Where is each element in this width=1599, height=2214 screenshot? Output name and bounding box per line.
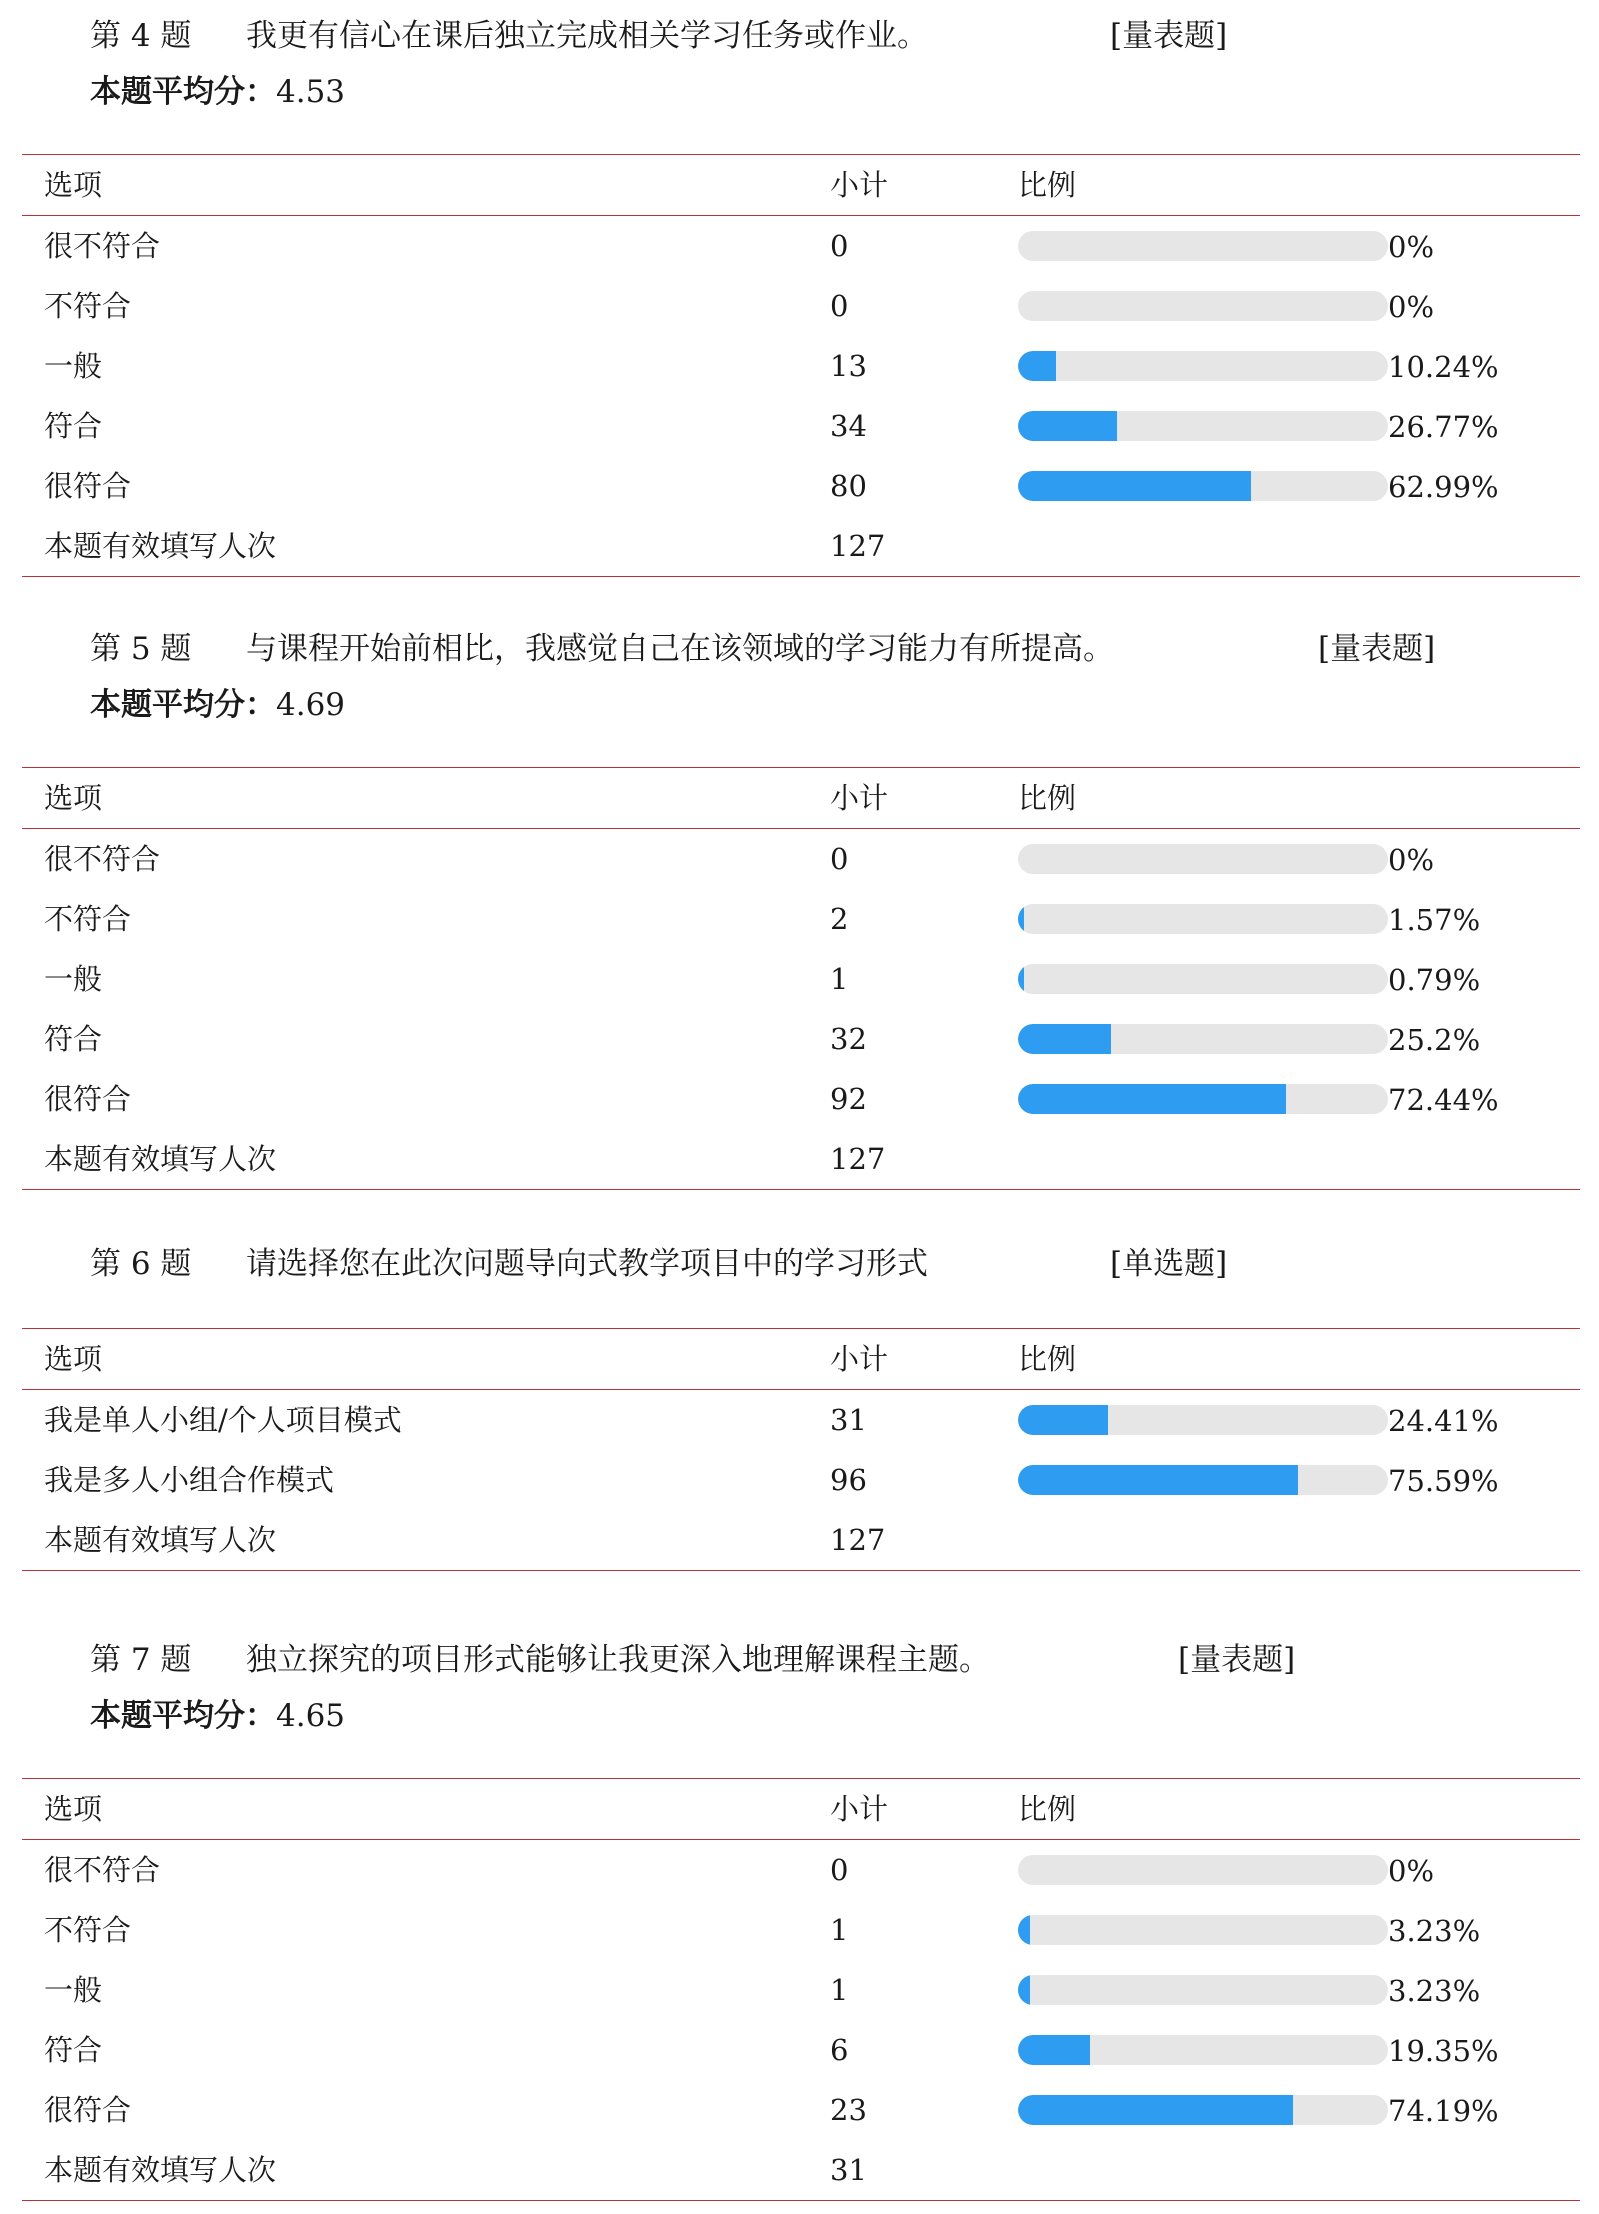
percent-bar-fill	[1018, 904, 1024, 934]
option-label: 符合	[44, 409, 103, 443]
option-count: 92	[830, 1082, 867, 1116]
table-header-row	[22, 155, 1580, 216]
total-value: 31	[830, 2153, 867, 2187]
table-row	[22, 829, 1580, 889]
percent-bar	[1018, 1465, 1388, 1495]
percent-label: 75.59%	[1388, 1464, 1499, 1498]
question-number: 第 7 题	[90, 1642, 192, 1678]
table-total-row	[22, 1510, 1580, 1570]
percent-label: 0%	[1388, 1854, 1435, 1888]
percent-label: 72.44%	[1388, 1083, 1499, 1117]
percent-bar	[1018, 411, 1388, 441]
percent-bar-fill	[1018, 1405, 1108, 1435]
percent-bar-fill	[1018, 1465, 1298, 1495]
table-row	[22, 949, 1580, 1009]
option-label: 不符合	[44, 902, 132, 936]
table-header-row	[22, 768, 1580, 829]
header-count: 小计	[830, 781, 889, 815]
total-value: 127	[830, 1142, 886, 1176]
table-row	[22, 1009, 1580, 1069]
table-row	[22, 396, 1580, 456]
question-text: 我更有信心在课后独立完成相关学习任务或作业。	[246, 18, 928, 54]
percent-label: 74.19%	[1388, 2094, 1499, 2128]
average-label: 本题平均分：	[90, 74, 276, 110]
question-text: 独立探究的项目形式能够让我更深入地理解课程主题。	[246, 1642, 990, 1678]
table-total-row	[22, 1129, 1580, 1189]
option-label: 符合	[44, 2033, 103, 2067]
header-option: 选项	[44, 1342, 103, 1376]
average-score	[90, 685, 345, 725]
option-count: 0	[830, 289, 849, 323]
question-header	[90, 1244, 1228, 1284]
table-row	[22, 336, 1580, 396]
total-label: 本题有效填写人次	[44, 529, 277, 563]
option-label: 很符合	[44, 2093, 132, 2127]
header-ratio: 比例	[1018, 168, 1077, 202]
result-table	[22, 1778, 1580, 2201]
option-label: 我是多人小组合作模式	[44, 1463, 335, 1497]
percent-bar	[1018, 844, 1388, 874]
percent-bar	[1018, 1975, 1388, 2005]
question-header	[90, 1640, 1296, 1680]
percent-bar-fill	[1018, 1024, 1111, 1054]
percent-label: 0%	[1388, 230, 1435, 264]
average-value: 4.65	[276, 1698, 346, 1734]
option-label: 符合	[44, 1022, 103, 1056]
total-value: 127	[830, 1523, 886, 1557]
option-count: 0	[830, 842, 849, 876]
percent-bar-fill	[1018, 471, 1251, 501]
option-count: 31	[830, 1403, 867, 1437]
percent-bar-fill	[1018, 1084, 1286, 1114]
percent-bar	[1018, 1915, 1388, 1945]
question-text: 请选择您在此次问题导向式教学项目中的学习形式	[246, 1246, 928, 1282]
option-label: 很不符合	[44, 229, 161, 263]
table-total-row	[22, 516, 1580, 576]
option-label: 我是单人小组/个人项目模式	[44, 1403, 402, 1437]
table-row	[22, 1069, 1580, 1129]
question-number: 第 6 题	[90, 1246, 192, 1282]
header-count: 小计	[830, 1792, 889, 1826]
table-header-row	[22, 1779, 1580, 1840]
option-count: 0	[830, 229, 849, 263]
option-label: 很符合	[44, 469, 132, 503]
percent-label: 0%	[1388, 843, 1435, 877]
percent-label: 62.99%	[1388, 470, 1499, 504]
percent-bar	[1018, 904, 1388, 934]
result-table	[22, 767, 1580, 1190]
table-row	[22, 1900, 1580, 1960]
option-count: 0	[830, 1853, 849, 1887]
average-label: 本题平均分：	[90, 687, 276, 723]
percent-bar	[1018, 471, 1388, 501]
table-row	[22, 1450, 1580, 1510]
result-table	[22, 154, 1580, 577]
percent-bar-fill	[1018, 1915, 1030, 1945]
table-total-row	[22, 2140, 1580, 2200]
percent-bar	[1018, 291, 1388, 321]
option-label: 一般	[44, 962, 103, 996]
option-label: 很不符合	[44, 1853, 161, 1887]
table-row	[22, 1390, 1580, 1450]
option-count: 6	[830, 2033, 849, 2067]
question-type: [单选题]	[1110, 1246, 1228, 1282]
question-header	[90, 629, 1436, 669]
header-count: 小计	[830, 168, 889, 202]
percent-bar	[1018, 231, 1388, 261]
total-label: 本题有效填写人次	[44, 1523, 277, 1557]
percent-bar	[1018, 2035, 1388, 2065]
percent-label: 3.23%	[1388, 1974, 1481, 2008]
percent-label: 0.79%	[1388, 963, 1481, 997]
result-table	[22, 1328, 1580, 1571]
option-count: 1	[830, 1913, 849, 1947]
table-row	[22, 1840, 1580, 1900]
percent-bar	[1018, 351, 1388, 381]
total-label: 本题有效填写人次	[44, 1142, 277, 1176]
option-label: 一般	[44, 349, 103, 383]
option-label: 不符合	[44, 289, 132, 323]
question-number: 第 5 题	[90, 631, 192, 667]
table-row	[22, 2020, 1580, 2080]
percent-bar	[1018, 1024, 1388, 1054]
table-row	[22, 276, 1580, 336]
percent-bar-fill	[1018, 1975, 1030, 2005]
percent-label: 25.2%	[1388, 1023, 1481, 1057]
option-count: 2	[830, 902, 849, 936]
average-value: 4.53	[276, 74, 346, 110]
option-count: 32	[830, 1022, 867, 1056]
option-label: 很不符合	[44, 842, 161, 876]
percent-bar-fill	[1018, 2095, 1293, 2125]
percent-bar-fill	[1018, 2035, 1090, 2065]
percent-bar	[1018, 1405, 1388, 1435]
percent-bar-fill	[1018, 351, 1056, 381]
percent-label: 26.77%	[1388, 410, 1499, 444]
total-label: 本题有效填写人次	[44, 2153, 277, 2187]
table-header-row	[22, 1329, 1580, 1390]
average-label: 本题平均分：	[90, 1698, 276, 1734]
option-count: 13	[830, 349, 867, 383]
question-type: [量表题]	[1110, 18, 1228, 54]
percent-label: 1.57%	[1388, 903, 1481, 937]
table-row	[22, 216, 1580, 276]
question-text: 与课程开始前相比，我感觉自己在该领域的学习能力有所提高。	[246, 631, 1114, 667]
percent-bar	[1018, 1855, 1388, 1885]
average-score	[90, 72, 345, 112]
option-count: 1	[830, 1973, 849, 2007]
percent-label: 3.23%	[1388, 1914, 1481, 1948]
question-header	[90, 16, 1228, 56]
option-count: 23	[830, 2093, 867, 2127]
header-option: 选项	[44, 168, 103, 202]
percent-bar-fill	[1018, 964, 1024, 994]
percent-label: 0%	[1388, 290, 1435, 324]
question-type: [量表题]	[1178, 1642, 1296, 1678]
average-score	[90, 1696, 345, 1736]
percent-label: 19.35%	[1388, 2034, 1499, 2068]
header-option: 选项	[44, 1792, 103, 1826]
percent-bar-fill	[1018, 411, 1117, 441]
header-option: 选项	[44, 781, 103, 815]
table-row	[22, 2080, 1580, 2140]
total-value: 127	[830, 529, 886, 563]
option-count: 80	[830, 469, 867, 503]
percent-bar	[1018, 2095, 1388, 2125]
percent-bar	[1018, 964, 1388, 994]
question-type: [量表题]	[1318, 631, 1436, 667]
table-row	[22, 889, 1580, 949]
option-count: 96	[830, 1463, 867, 1497]
header-ratio: 比例	[1018, 1342, 1077, 1376]
option-count: 34	[830, 409, 867, 443]
option-label: 一般	[44, 1973, 103, 2007]
option-label: 不符合	[44, 1913, 132, 1947]
percent-label: 10.24%	[1388, 350, 1499, 384]
table-row	[22, 456, 1580, 516]
percent-bar	[1018, 1084, 1388, 1114]
option-count: 1	[830, 962, 849, 996]
header-ratio: 比例	[1018, 1792, 1077, 1826]
question-number: 第 4 题	[90, 18, 192, 54]
table-row	[22, 1960, 1580, 2020]
header-count: 小计	[830, 1342, 889, 1376]
header-ratio: 比例	[1018, 781, 1077, 815]
percent-label: 24.41%	[1388, 1404, 1499, 1438]
average-value: 4.69	[276, 687, 346, 723]
option-label: 很符合	[44, 1082, 132, 1116]
